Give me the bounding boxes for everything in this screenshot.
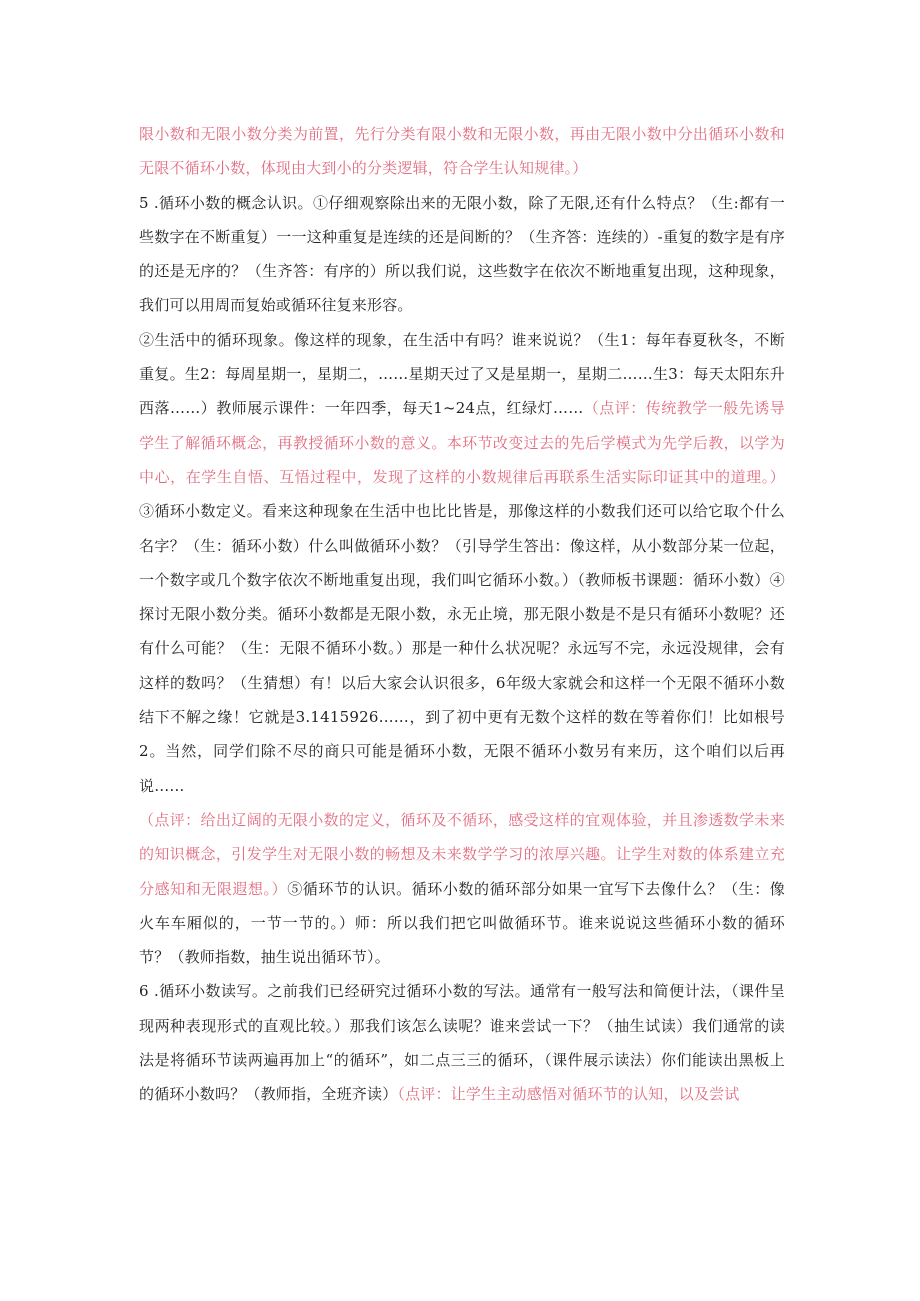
paragraph-text: ②生活中的循环现象。像这样的现象，在生活中有吗？谁来说说？（生1：每年春夏秋冬，不断重复。生2：每周星期一，星期二，……星期天过了又是星期一，星期二……生3：每天太阳东升西落……）教师展示课件：一年四季，每天1~24点，红绿灯……	[139, 330, 785, 418]
paragraph-life-cycles	[139, 323, 785, 803]
paragraph-text: .循环小数的概念认识。①仔细观察除出来的无限小数，除了无限,还有什么特点？（生:都有一些数字在不断重复）一一这种重复是连续的还是间断的？（生齐答：连续的）-重复的数字是有序的还是无序的？（生齐答：有序的）所以我们说，这些数字在依次不断地重复出现，这种现象，我们可以用周而复始或循环往复来形容。	[139, 193, 785, 315]
comment-text: （点评：让学生主动感悟对循环节的认知，以及尝试	[397, 1085, 740, 1104]
comment-text: 限小数和无限小数分类为前置，先行分类有限小数和无限小数，再由无限小数中分出循环小数和无限不循环小数，体现由大到小的分类逻辑，符合学生认知规律。）	[139, 125, 785, 178]
paragraph-comment-infinite	[139, 803, 785, 974]
paragraph-text: ⑤循环节的认识。循环小数的循环部分如果一宜写下去像什么？（生：像火车车厢似的，一节一节的。）师：所以我们把它叫做循环节。谁来说说这些循环小数的循环节？（教师指数，抽生说出循环节）。	[139, 879, 785, 967]
section-number: 5	[139, 193, 149, 212]
paragraph-comment-continued	[139, 117, 785, 186]
paragraph-text: ③循环小数定义。看来这种现象在生活中也比比皆是，那像这样的小数我们还可以给它取个什么名字？（生：循环小数）什么叫做循环小数？（引导学生答出：像这样，从小数部分某一位起，一个数字或几个数字依次不断地重复出现，我们叫它循环小数。）（教师板书课题：循环小数）④探讨无限小数分类。循环小数都是无限小数，永无止境，那无限小数是不是只有循环小数呢？还有什么可能？（生：无限不循环小数。）那是一种什么状况呢？永远写不完，永远没规律，会有这样的数吗？（生猜想）有！以后大家会认识很多，6年级大家就会和这样一个无限不循环小数结下不解之缘！它就是3.1415926……，到了初中更有无数个这样的数在等着你们！比如根号2。当然，同学们除不尽的商只可能是循环小数，无限不循环小数另有来历，这个咱们以后再说……	[139, 502, 785, 795]
document-body	[139, 117, 785, 1112]
comment-text: （点评：给出辽阔的无限小数的定义，循环及不循环，感受这样的宜观体验，并且渗透数学未来的知识概念，引发学生对无限小数的畅想及未来数学学习的浓厚兴趣。让学生对数的体系建立充分感知和无限遐想。）	[139, 810, 785, 898]
paragraph-text: .循环小数读写。之前我们已经研究过循环小数的写法。通常有一般写法和简便计法，（课件呈现两种表现形式的直观比较。）那我们该怎么读呢？谁来尝试一下？（抽生试读）我们通常的读法是将循环节读两遍再加上“的循环”，如二点三三的循环，（课件展示读法）你们能读出黑板上的循环小数吗？（教师指，全班齐读）	[139, 982, 785, 1104]
section-number: 6	[139, 982, 149, 1001]
paragraph-section-6	[139, 974, 785, 1111]
comment-text: （点评：传统教学一般先诱导学生了解循环概念，再教授循环小数的意义。本环节改变过去的先后学模式为先学后教，以学为中心，在学生自悟、互悟过程中，发现了这样的小数规律后再联系生活实际印证其中的道理。）	[139, 399, 786, 486]
paragraph-section-5	[139, 186, 785, 323]
